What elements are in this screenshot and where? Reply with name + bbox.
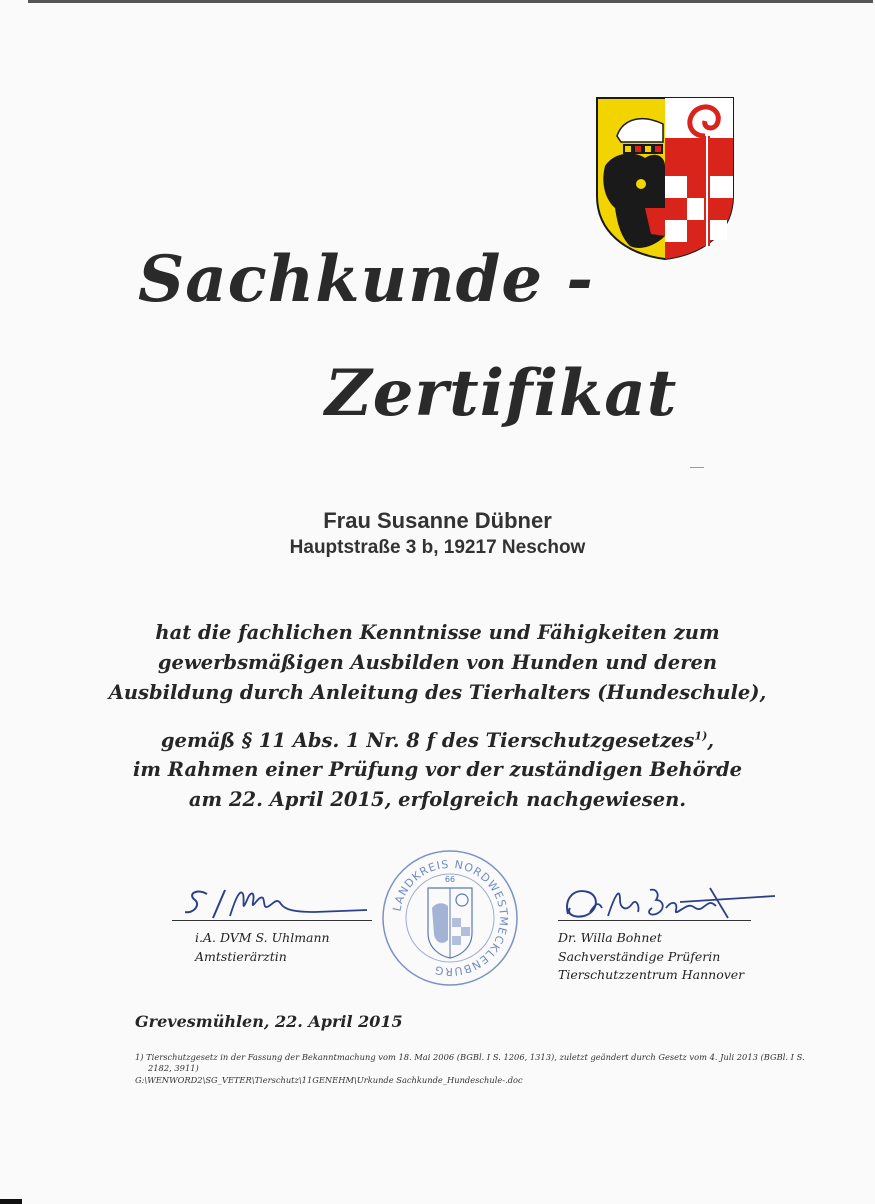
body-line-1: hat die fachlichen Kenntnisse und Fähigkeiten zum bbox=[155, 621, 720, 644]
recipient-name: Frau Susanne Dübner bbox=[323, 508, 552, 533]
place-and-date: Grevesmühlen, 22. April 2015 bbox=[135, 1012, 403, 1031]
signature-line-left bbox=[172, 920, 372, 921]
recipient-address: Hauptstraße 3 b, 19217 Neschow bbox=[289, 537, 586, 558]
signature-right-icon bbox=[560, 878, 780, 926]
coat-of-arms-icon bbox=[595, 96, 735, 261]
body-line-5: im Rahmen einer Prüfung vor der zuständigen Behörde bbox=[132, 758, 743, 781]
signatory-left-name: i.A. DVM S. Uhlmann bbox=[195, 930, 330, 945]
body-line-4 bbox=[0, 729, 875, 752]
scan-corner-mark bbox=[0, 1199, 22, 1204]
official-stamp-icon bbox=[380, 848, 520, 988]
signatory-right-role: Sachverständige Prüferin bbox=[558, 949, 721, 964]
file-path-note: G:\WENWORD2\SG_VETER\Tierschutz\11GENEHM\Urkunde Sachkunde_Hundeschule-.doc bbox=[135, 1075, 523, 1085]
body-line-6: am 22. April 2015, erfolgreich nachgewiesen. bbox=[188, 788, 687, 811]
body-line-2: gewerbsmäßigen Ausbilden von Hunden und deren bbox=[157, 651, 718, 674]
body-line-4-suffix: , bbox=[707, 729, 715, 752]
signature-line-right bbox=[558, 920, 751, 921]
signatory-left-role: Amtstierärztin bbox=[195, 949, 287, 964]
signatory-right-organization: Tierschutzzentrum Hannover bbox=[558, 967, 745, 982]
body-line-3: Ausbildung durch Anleitung des Tierhalters (Hundeschule), bbox=[108, 681, 767, 704]
footnote-marker: 1) bbox=[694, 729, 708, 743]
certificate-title-line-2: Zertifikat bbox=[325, 356, 678, 431]
footnote-1-continuation: 2182, 3911) bbox=[148, 1063, 199, 1073]
top-border-line bbox=[28, 0, 873, 3]
svg-text:LANDKREIS NORDWESTMECKLENBURG: LANDKREIS NORDWESTMECKLENBURG bbox=[390, 857, 511, 979]
stamp-number: 66 bbox=[444, 875, 456, 884]
signature-left-icon bbox=[185, 880, 375, 925]
signatory-right-name: Dr. Willa Bohnet bbox=[558, 930, 662, 945]
footnote-1: 1) Tierschutzgesetz in der Fassung der Bekanntmachung vom 18. Mai 2006 (BGBl. I S. 1206, 1313), zuletzt geändert durch Gesetz vom 4. Juli 2013 (BGBl. I S. bbox=[135, 1052, 805, 1062]
scan-mark bbox=[690, 467, 704, 468]
body-line-4-text: gemäß § 11 Abs. 1 Nr. 8 f des Tierschutzgesetzes bbox=[160, 729, 695, 752]
certificate-title-line-1: Sachkunde - bbox=[138, 242, 594, 317]
